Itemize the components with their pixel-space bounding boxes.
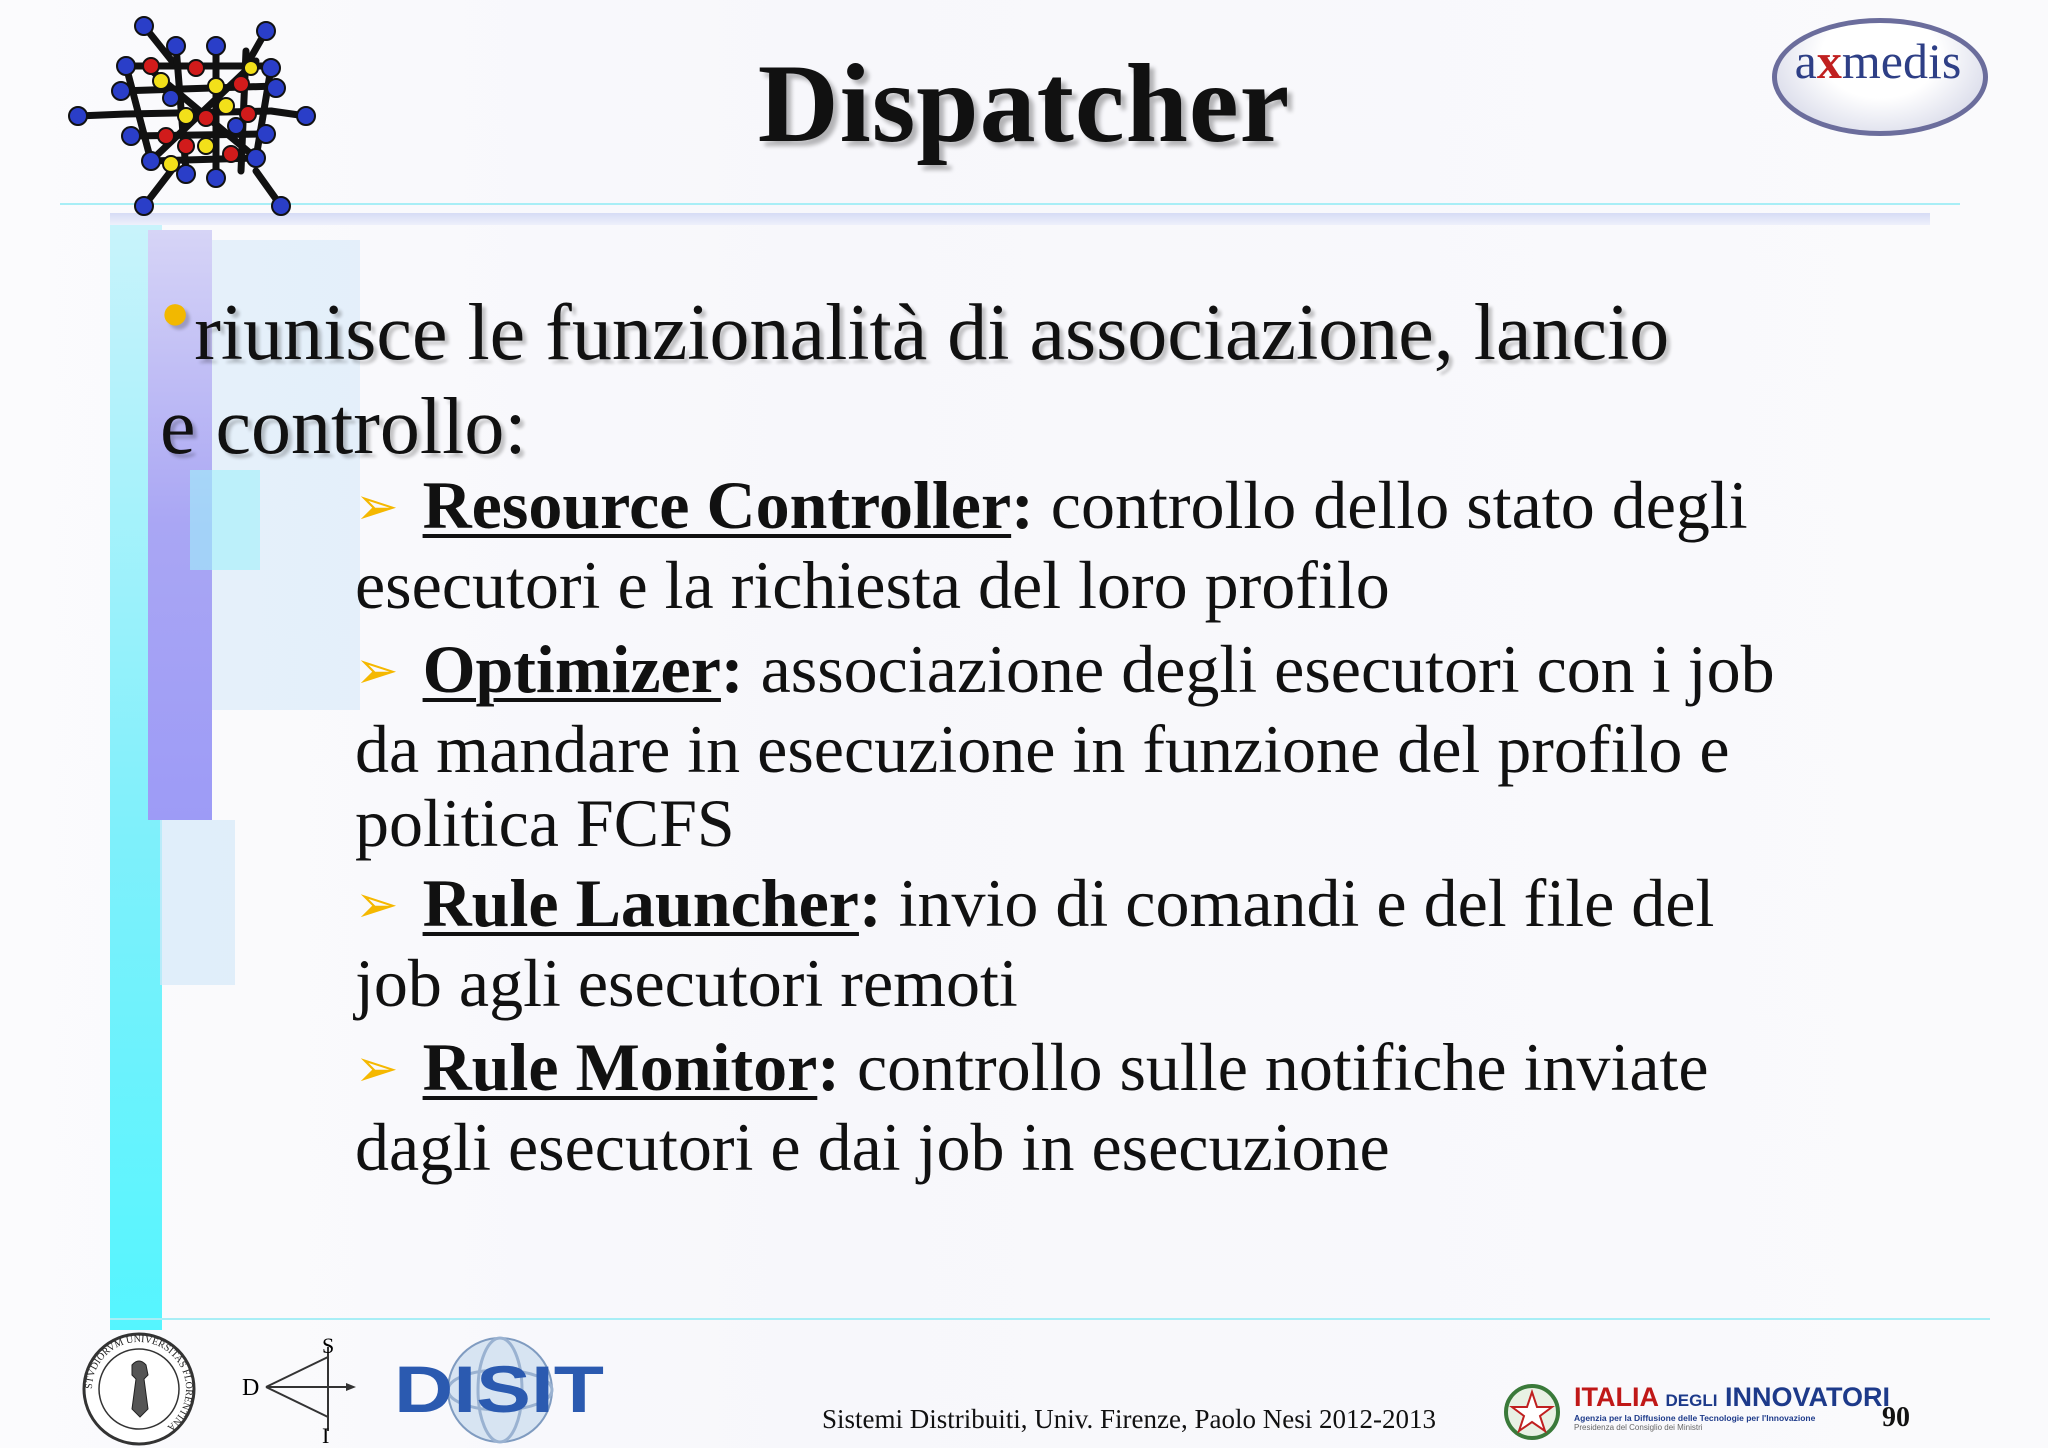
- decor-bar-pale-lower: [160, 820, 235, 985]
- seal-text: STVDIORVM UNIVERSITAS FLORENTINA: [83, 1333, 195, 1434]
- intro-bullet: [160, 265, 1920, 474]
- item-term: Resource Controller: [422, 467, 1012, 543]
- list-item-optimizer: [355, 632, 1945, 860]
- item-text-line-2: dagli esecutori e dai job in esecuzione: [355, 1109, 1390, 1185]
- innov-subtitle-2: Presidenza del Consiglio dei Ministri: [1574, 1423, 1703, 1432]
- intro-line-1: riunisce le funzionalità di associazione, lancio: [194, 289, 1670, 377]
- italia-innovatori-logo: [1574, 1382, 1890, 1432]
- item-colon: :: [817, 1029, 840, 1105]
- item-colon: :: [720, 631, 744, 707]
- innov-subtitle-1: Agenzia per la Diffusione delle Tecnologie per l'Innovazione: [1574, 1413, 1816, 1423]
- arrow-bullet-icon: ➢: [355, 477, 399, 537]
- disit-logo: [392, 1330, 607, 1448]
- axmedis-a: a: [1794, 33, 1817, 89]
- item-text-line-1: controllo dello stato degli: [1033, 467, 1748, 543]
- dsi-logo: [236, 1335, 366, 1445]
- header-divider: [60, 203, 1960, 205]
- arrow-bullet-icon: ➢: [355, 641, 399, 701]
- item-text-line-1: invio di comandi e del file del: [881, 865, 1715, 941]
- item-term: Rule Monitor: [422, 1029, 818, 1105]
- intro-line-2: e controllo:: [160, 383, 527, 471]
- item-text-line-1: controllo sulle notifiche inviate: [839, 1029, 1709, 1105]
- dsi-letter-s: S: [322, 1335, 335, 1358]
- decor-bar-teal: [190, 470, 260, 570]
- list-item-resource-controller: [355, 468, 1945, 622]
- item-text-line-3: politica FCFS: [355, 785, 735, 861]
- list-item-rule-launcher: [355, 866, 1945, 1020]
- innov-innovatori: INNOVATORI: [1724, 1382, 1890, 1412]
- axmedis-rest: medis: [1841, 33, 1962, 89]
- innov-degli: DEGLI: [1665, 1391, 1718, 1410]
- arrow-bullet-icon: ➢: [355, 875, 399, 935]
- footer-divider: [110, 1318, 1990, 1320]
- arrow-bullet-icon: ➢: [355, 1039, 399, 1099]
- footer-text: Sistemi Distribuiti, Univ. Firenze, Paolo Nesi 2012-2013: [822, 1404, 1436, 1434]
- axmedis-x: x: [1816, 33, 1842, 89]
- innov-italia: ITALIA: [1574, 1382, 1658, 1412]
- item-colon: :: [858, 865, 882, 941]
- item-text-line-2: esecutori e la richiesta del loro profilo: [355, 547, 1390, 623]
- item-text-line-2: job agli esecutori remoti: [355, 945, 1018, 1021]
- dsi-letter-d: D: [242, 1375, 260, 1401]
- item-colon: :: [1011, 467, 1034, 543]
- dsi-letter-i: I: [322, 1423, 330, 1445]
- bullet-dot-icon: ●: [160, 284, 191, 340]
- item-term: Rule Launcher: [422, 865, 859, 941]
- page-number: 90: [1882, 1402, 1910, 1433]
- university-seal-logo: [80, 1330, 198, 1448]
- list-item-rule-monitor: [355, 1030, 1945, 1184]
- header-shadow-band: [110, 213, 1930, 225]
- slide-title: Dispatcher: [757, 42, 1291, 166]
- item-text-line-2: da mandare in esecuzione in funzione del profilo e: [355, 711, 1730, 787]
- item-text-line-1: associazione degli esecutori con i job: [743, 631, 1775, 707]
- italian-republic-emblem-icon: [1502, 1382, 1562, 1442]
- item-term: Optimizer: [422, 631, 721, 707]
- disit-text: DISIT: [394, 1352, 604, 1426]
